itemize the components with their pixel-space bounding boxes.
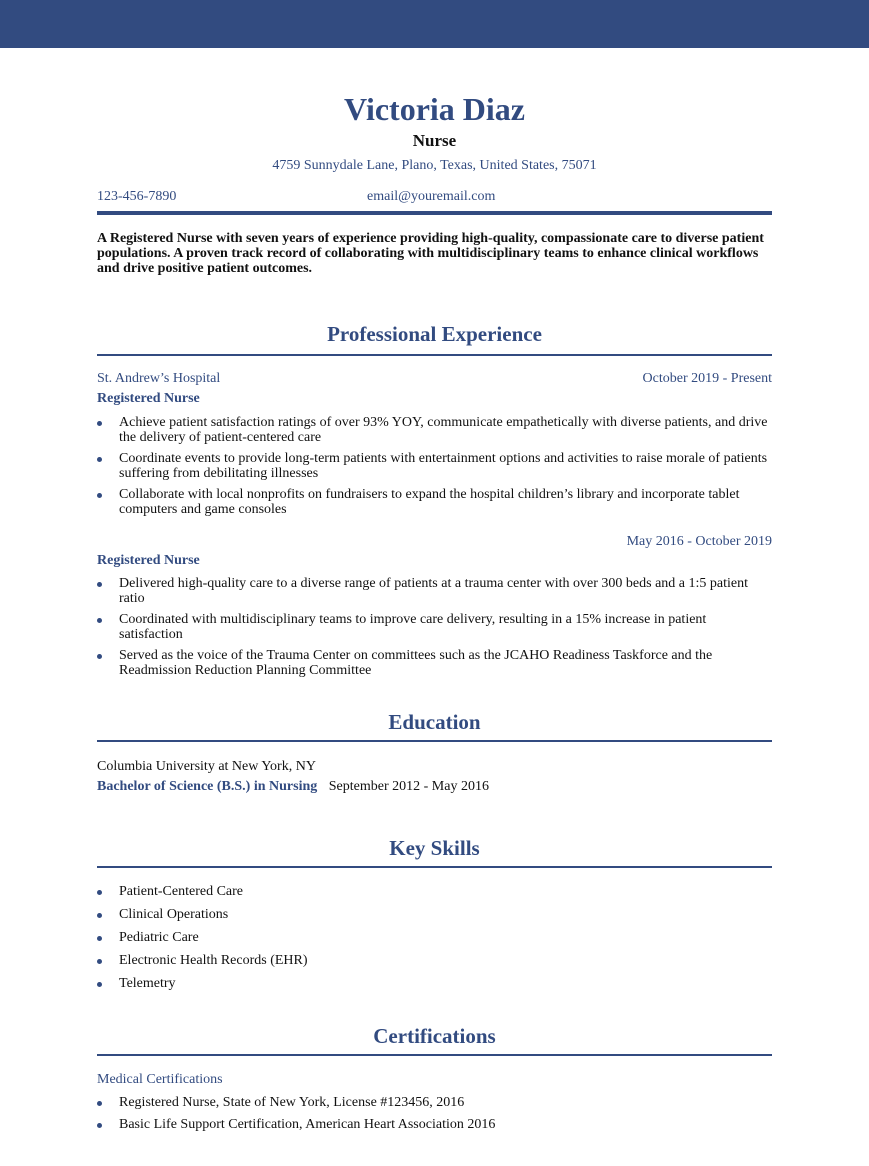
degree-line — [97, 778, 489, 796]
list-item: Served as the voice of the Trauma Center on committees such as the JCAHO Readiness Taskforce and the Readmission Reduction Planning Committee — [97, 648, 772, 678]
employer-name: St. Andrew’s Hospital — [97, 371, 221, 386]
job-dates: October 2019 - Present — [642, 371, 772, 386]
section-title-experience: Professional Experience — [327, 322, 542, 346]
skills-list — [97, 883, 772, 998]
list-item: Electronic Health Records (EHR) — [97, 952, 772, 970]
bullet-icon — [97, 654, 102, 659]
list-item: Telemetry — [97, 975, 772, 993]
list-item: Delivered high-quality care to a diverse range of patients at a trauma center with over 300 beds and a 1:5 patient ratio — [97, 576, 772, 606]
section-title-skills: Key Skills — [389, 836, 480, 860]
section-divider-experience — [97, 354, 772, 356]
section-title-certifications: Certifications — [373, 1024, 496, 1048]
job-bullets — [97, 576, 772, 684]
section-divider-certifications — [97, 1054, 772, 1056]
candidate-role: Nurse — [412, 131, 457, 150]
bullet-icon — [97, 421, 102, 426]
job-dates: May 2016 - October 2019 — [626, 534, 772, 549]
list-item: Pediatric Care — [97, 929, 772, 947]
bullet-icon — [97, 457, 102, 462]
address: 4759 Sunnydale Lane, Plano, Texas, United States, 75071 — [272, 158, 597, 173]
list-item: Collaborate with local nonprofits on fundraisers to expand the hospital children’s library and incorporate tablet computers and game consoles — [97, 487, 772, 517]
top-color-band — [0, 0, 869, 48]
bullet-icon — [97, 493, 102, 498]
header-divider — [97, 211, 772, 215]
certifications-list — [97, 1094, 772, 1138]
list-item: Achieve patient satisfaction ratings of over 93% YOY, communicate empathetically with diverse patients, and drive the delivery of patient-centered care — [97, 415, 772, 445]
list-item: Coordinated with multidisciplinary teams to improve care delivery, resulting in a 15% increase in patient satisfaction — [97, 612, 772, 642]
list-item: Basic Life Support Certification, American Heart Association 2016 — [97, 1116, 772, 1134]
section-divider-skills — [97, 866, 772, 868]
phone-number: 123-456-7890 — [97, 189, 177, 204]
professional-summary: A Registered Nurse with seven years of experience providing high-quality, compassionate care to diverse patient populations. A proven track record of collaborating with multidisciplinary teams to enhance clinical workflows and drive positive patient outcomes. — [97, 231, 764, 276]
degree-dates: September 2012 - May 2016 — [328, 779, 489, 794]
list-item: Registered Nurse, State of New York, License #123456, 2016 — [97, 1094, 772, 1112]
degree-name: Bachelor of Science (B.S.) in Nursing — [97, 779, 318, 794]
bullet-icon — [97, 936, 102, 941]
list-item: Coordinate events to provide long-term patients with entertainment options and activities to raise morale of patients suffering from debilitating illnesses — [97, 451, 772, 481]
bullet-icon — [97, 1101, 102, 1106]
bullet-icon — [97, 890, 102, 895]
bullet-icon — [97, 982, 102, 987]
bullet-icon — [97, 959, 102, 964]
list-item: Patient-Centered Care — [97, 883, 772, 901]
candidate-name: Victoria Diaz — [344, 91, 525, 127]
section-divider-education — [97, 740, 772, 742]
list-item: Clinical Operations — [97, 906, 772, 924]
job-bullets — [97, 415, 772, 523]
job-title: Registered Nurse — [97, 553, 200, 568]
bullet-icon — [97, 618, 102, 623]
email-address[interactable]: email@youremail.com — [367, 189, 496, 204]
job-title: Registered Nurse — [97, 391, 200, 406]
bullet-icon — [97, 582, 102, 587]
bullet-icon — [97, 913, 102, 918]
section-title-education: Education — [388, 710, 481, 734]
school-name: Columbia University at New York, NY — [97, 759, 316, 774]
certification-group: Medical Certifications — [97, 1072, 223, 1087]
bullet-icon — [97, 1123, 102, 1128]
